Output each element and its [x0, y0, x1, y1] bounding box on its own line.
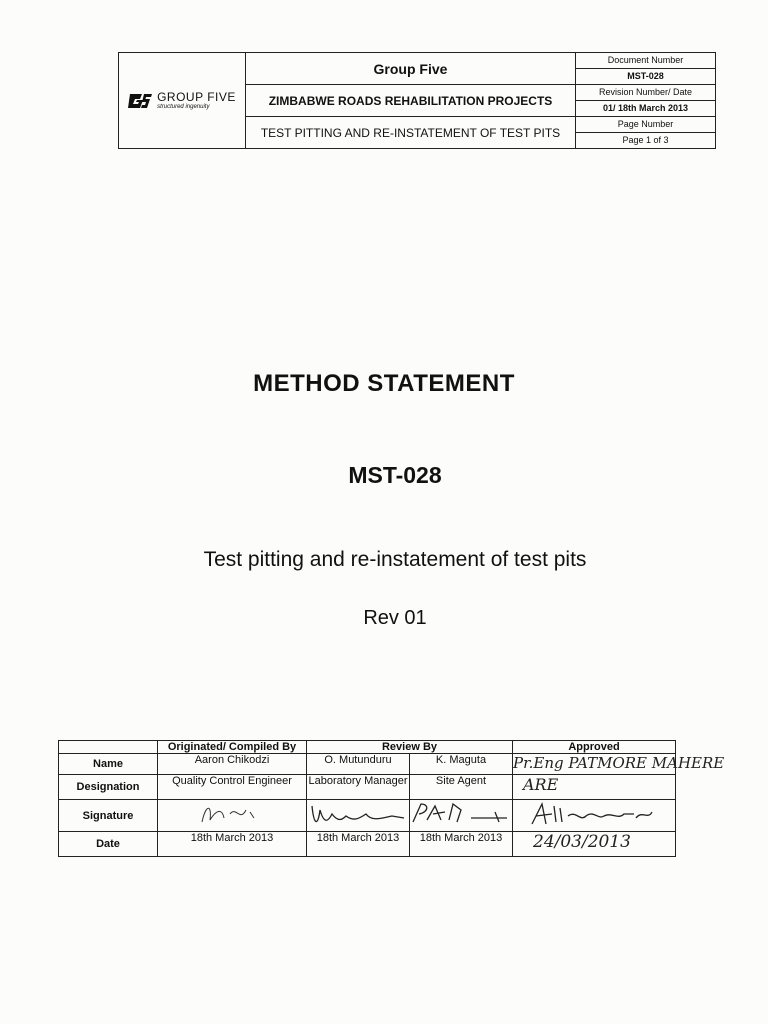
blank-header-cell: [59, 741, 158, 754]
page-title: METHOD STATEMENT: [253, 370, 515, 397]
page-number: Page 1 of 3: [622, 135, 669, 145]
document-subtitle: Test pitting and re-instatement of test pits: [203, 548, 587, 571]
project-name: ZIMBABWE ROADS REHABILITATION PROJECTS: [246, 85, 576, 117]
review-header: Review By: [307, 741, 513, 754]
originated-header: Originated/ Compiled By: [158, 741, 307, 754]
revision-value: 01/ 18th March 2013: [602, 103, 689, 113]
company-name: Group Five: [246, 53, 576, 85]
doc-number-cell: [576, 53, 716, 85]
document-header-table: [118, 52, 716, 149]
approver-date-cell: [513, 832, 676, 857]
approver-name-cell: [513, 754, 725, 775]
row-label-date: Date: [59, 832, 158, 857]
reviewer2-date: 18th March 2013: [410, 832, 513, 857]
originator-signature: [158, 800, 307, 832]
approver-designation-cell: [513, 775, 676, 800]
group-five-logo-icon: [128, 91, 152, 111]
approver-signature-image: [524, 800, 664, 828]
reviewer2-name: K. Maguta: [410, 754, 513, 775]
approved-header: Approved: [513, 741, 676, 754]
row-label-designation: Designation: [59, 775, 158, 800]
row-label-name: Name: [59, 754, 158, 775]
doc-number-label: Document Number: [576, 53, 715, 69]
revision-cell: [576, 85, 716, 117]
reviewer1-signature-image: [308, 800, 408, 828]
revision-label: Revision Number/ Date: [576, 85, 715, 101]
approver-signature: [513, 800, 676, 832]
page-number-label: Page Number: [576, 117, 715, 133]
page-number-cell: [576, 117, 716, 149]
logo-tagline: structured ingenuity: [157, 103, 210, 110]
reviewer1-designation: Laboratory Manager: [307, 775, 410, 800]
originator-signature-image: [192, 800, 272, 828]
originator-name: Aaron Chikodzi: [158, 754, 307, 775]
approval-table: [58, 740, 725, 857]
reviewer1-signature: [307, 800, 410, 832]
approver-designation: ARE: [523, 775, 559, 794]
revision-label: Rev 01: [363, 607, 427, 629]
document-code: MST-028: [348, 462, 442, 488]
reviewer2-signature-image: [411, 800, 511, 828]
logo-cell: [119, 53, 246, 149]
row-label-signature: Signature: [59, 800, 158, 832]
doc-number: MST-028: [627, 71, 664, 81]
originator-date: 18th March 2013: [158, 832, 307, 857]
approver-name: Pr.Eng PATMORE MAHERE: [513, 754, 725, 772]
document-title: TEST PITTING AND RE-INSTATEMENT OF TEST PITS: [246, 117, 576, 149]
reviewer1-name: O. Mutunduru: [307, 754, 410, 775]
approver-date: 24/03/2013: [533, 832, 631, 852]
reviewer2-designation: Site Agent: [410, 775, 513, 800]
reviewer2-signature: [410, 800, 513, 832]
originator-designation: Quality Control Engineer: [158, 775, 307, 800]
reviewer1-date: 18th March 2013: [307, 832, 410, 857]
logo-name: GROUP FIVE: [157, 89, 236, 104]
